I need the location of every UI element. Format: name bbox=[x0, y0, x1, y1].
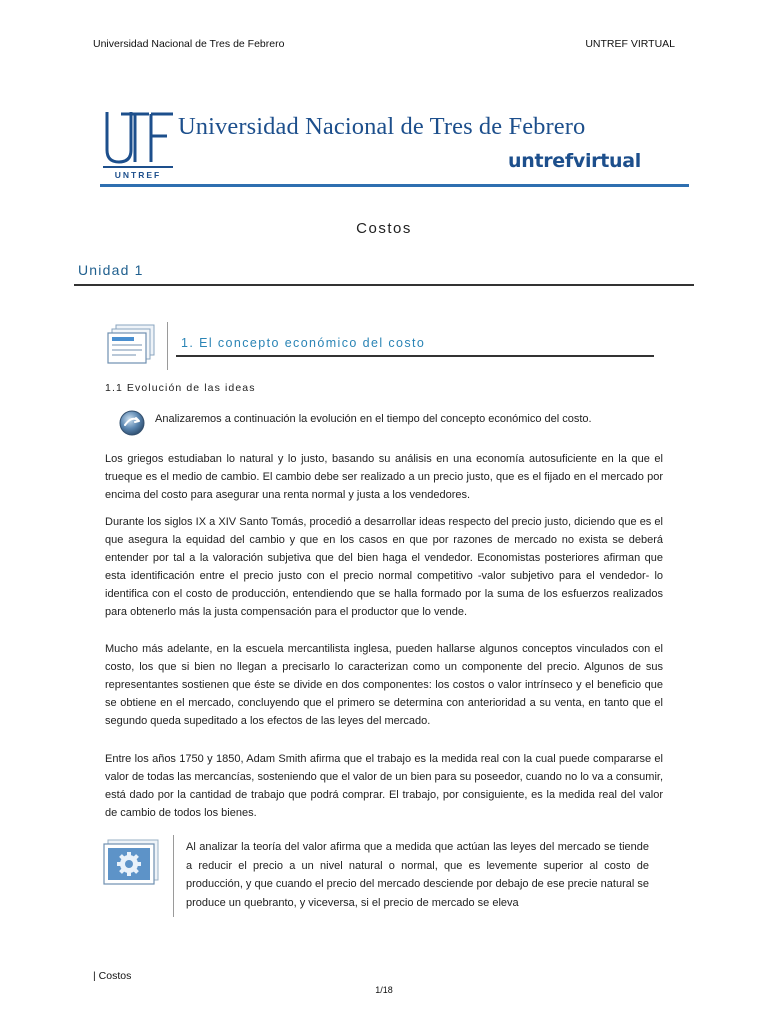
section-title: 1. El concepto económico del costo bbox=[181, 336, 426, 350]
intro-text: Analizaremos a continuación la evolución en el tiempo del concepto económico del costo. bbox=[155, 413, 592, 425]
note-text: Al analizar la teoría del valor afirma que a medida que actúan las leyes del mercado se tiende a reducir el precio a un nivel natural o normal, que es levemente superior al costo de producción, y que cuando el precio del mercado desciende por debajo de ese precie natural se produce un quebranto, y viceversa, si el precio de mercado se eleva bbox=[186, 841, 649, 909]
untref-logo-icon bbox=[101, 108, 175, 180]
page-header-left: Universidad Nacional de Tres de Febrero bbox=[93, 38, 285, 50]
untref-virtual-brand: untrefvirtual bbox=[508, 150, 641, 172]
page-header-right: UNTREF VIRTUAL bbox=[585, 38, 675, 50]
document-pages-icon bbox=[106, 323, 158, 367]
paragraph: Durante los siglos IX a XIV Santo Tomás, procedió a desarrollar ideas respecto del precio justo, diciendo que es el que asegura la equidad del cambio y que en los casos en que por razones de mercado no exista se deberá entender por tal a la valoración subjetiva que del bien haga el vendedor. Economistas posteriores afirman que esta identificación entre el precio justo con el precio normal competitivo -valor subjetivo para el vendedor- lo identifica con el costo de producción, entendiendo que se halla formado por la suma de los esfuerzos realizados para obtenerlo más la justa compensación para el productor que lo vende. bbox=[105, 516, 663, 618]
gear-settings-icon bbox=[102, 838, 162, 886]
section-divider bbox=[176, 355, 654, 357]
unit-title: Unidad 1 bbox=[78, 262, 144, 278]
logo-divider bbox=[100, 184, 689, 187]
paragraph: Los griegos estudiaban lo natural y lo justo, basando su análisis en una economía autosuficiente en la que el trueque es el medio de cambio. El cambio debe ser realizado a un precio justo, que es el fijado en el mercado por encima del costo para asegurar una renta normal y justa a los vendedores. bbox=[105, 453, 663, 501]
subsection-title: 1.1 Evolución de las ideas bbox=[105, 382, 256, 394]
paragraph: Entre los años 1750 y 1850, Adam Smith afirma que el trabajo es la medida real con la cual puede compararse el valor de todas las mercancías, sosteniendo que el valor de un bien para su poseedor, cuando no lo va a consumir, está dado por la cantidad de trabajo que podrá comprar. El trabajo, por consiguiente, es la medida real del valor de cambio de todos los bienes. bbox=[105, 753, 663, 819]
logo-mark-text: UNTREF bbox=[114, 170, 162, 180]
university-name: Universidad Nacional de Tres de Febrero bbox=[178, 113, 586, 140]
note-divider-vertical bbox=[173, 835, 174, 917]
paragraph: Mucho más adelante, en la escuela mercantilista inglesa, pueden hallarse algunos conceptos vinculados con el costo, los que si bien no llegan a precisarlo lo caracterizan como un componente del precio. Algunos de sus representantes sostienen que éste se divide en dos componentes: los costos o valor intrínseco y el beneficio que se obtiene en el mercado, concluyendo que el primero se determina con anterioridad a su venta, en tanto que el segundo queda supeditado a los efectos de las leyes del mercado. bbox=[105, 643, 663, 727]
footer-label: | Costos bbox=[93, 970, 132, 982]
document-title: Costos bbox=[356, 220, 412, 237]
globe-arrow-icon bbox=[118, 409, 146, 437]
unit-divider bbox=[74, 284, 694, 286]
page-number: 1/18 bbox=[375, 985, 393, 995]
section-divider-vertical bbox=[167, 322, 168, 370]
